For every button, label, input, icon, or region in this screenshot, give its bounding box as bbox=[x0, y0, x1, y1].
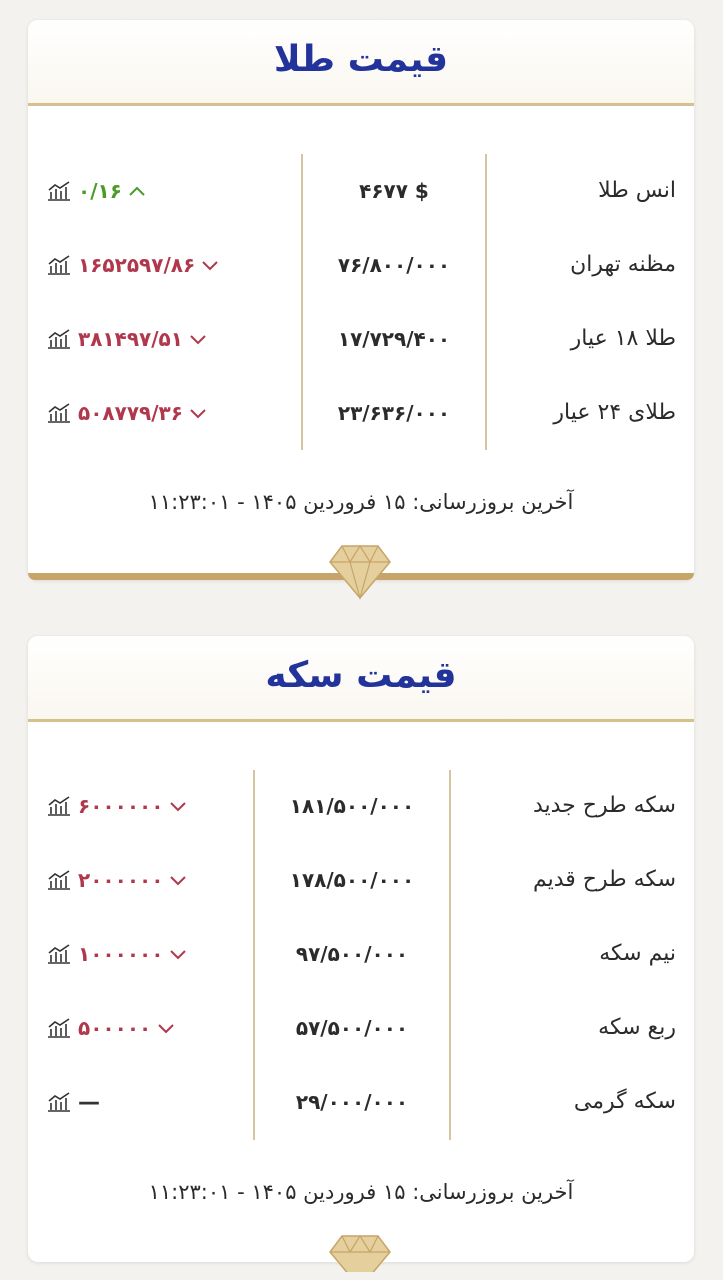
table-row[interactable] bbox=[28, 934, 694, 974]
bar-chart-icon[interactable] bbox=[46, 328, 72, 350]
table-row[interactable] bbox=[28, 860, 694, 900]
item-change bbox=[46, 1008, 175, 1048]
coin-card-header bbox=[28, 636, 694, 722]
last-updated: آخرین بروزرسانی: ۱۵ فروردین ۱۴۰۵ - ۱۱:۲۳:۰۱ bbox=[148, 1180, 574, 1204]
table-row[interactable] bbox=[28, 393, 694, 433]
gold-price-table bbox=[28, 154, 694, 450]
item-name: ربع سکه bbox=[598, 1015, 676, 1040]
diamond-icon bbox=[328, 1232, 392, 1272]
item-change bbox=[46, 171, 146, 211]
gold-price-card bbox=[28, 20, 694, 580]
item-price: ۱۷/۷۲۹/۴۰۰ bbox=[337, 327, 451, 351]
chevron-down-icon bbox=[157, 1022, 175, 1034]
item-change bbox=[46, 319, 207, 359]
item-name: طلای ۲۴ عیار bbox=[553, 400, 676, 425]
item-change bbox=[46, 393, 207, 433]
item-price: ۲۳/۶۳۶/۰۰۰ bbox=[337, 401, 451, 425]
item-price: ۱۷۸/۵۰۰/۰۰۰ bbox=[289, 868, 415, 892]
chevron-down-icon bbox=[189, 407, 207, 419]
chevron-down-icon bbox=[201, 259, 219, 271]
item-change bbox=[46, 860, 187, 900]
item-price: ۹۷/۵۰۰/۰۰۰ bbox=[295, 942, 409, 966]
item-price: ۵۷/۵۰۰/۰۰۰ bbox=[295, 1016, 409, 1040]
item-change bbox=[46, 1082, 100, 1122]
chevron-up-icon bbox=[128, 185, 146, 197]
bar-chart-icon[interactable] bbox=[46, 402, 72, 424]
change-value: ۵۰۰۰۰۰ bbox=[78, 1016, 152, 1040]
item-change bbox=[46, 245, 219, 285]
item-name: مظنه تهران bbox=[570, 252, 676, 277]
item-name: نیم سکه bbox=[599, 941, 676, 966]
bar-chart-icon[interactable] bbox=[46, 1091, 72, 1113]
coin-price-card bbox=[28, 636, 694, 1262]
item-name: سکه طرح جدید bbox=[532, 793, 676, 818]
item-name: انس طلا bbox=[598, 178, 676, 203]
bar-chart-icon[interactable] bbox=[46, 1017, 72, 1039]
chevron-down-icon bbox=[169, 800, 187, 812]
table-row[interactable] bbox=[28, 171, 694, 211]
item-name: سکه گرمی bbox=[573, 1089, 676, 1114]
bar-chart-icon[interactable] bbox=[46, 795, 72, 817]
table-row[interactable] bbox=[28, 1082, 694, 1122]
bar-chart-icon[interactable] bbox=[46, 869, 72, 891]
item-price: ۷۶/۸۰۰/۰۰۰ bbox=[337, 253, 451, 277]
change-value: ۱۶۵۲۵۹۷/۸۶ bbox=[78, 253, 196, 277]
change-value: ۵۰۸۷۷۹/۳۶ bbox=[78, 401, 183, 425]
gold-card-title: قیمت طلا bbox=[273, 39, 449, 80]
change-value: ۱۰۰۰۰۰۰ bbox=[78, 942, 164, 966]
item-name: طلا ۱۸ عیار bbox=[570, 326, 676, 351]
item-price: ۱۸۱/۵۰۰/۰۰۰ bbox=[289, 794, 415, 818]
bar-chart-icon[interactable] bbox=[46, 254, 72, 276]
last-updated: آخرین بروزرسانی: ۱۵ فروردین ۱۴۰۵ - ۱۱:۲۳:۰۱ bbox=[148, 490, 574, 514]
coin-card-title: قیمت سکه bbox=[265, 655, 457, 696]
table-row[interactable] bbox=[28, 245, 694, 285]
item-price: ۲۹/۰۰۰/۰۰۰ bbox=[295, 1090, 409, 1114]
table-row[interactable] bbox=[28, 319, 694, 359]
item-name: سکه طرح قدیم bbox=[532, 867, 676, 892]
coin-price-table bbox=[28, 770, 694, 1140]
chevron-down-icon bbox=[189, 333, 207, 345]
table-row[interactable] bbox=[28, 1008, 694, 1048]
item-price: ۴۶۷۷ $ bbox=[359, 179, 429, 203]
bar-chart-icon[interactable] bbox=[46, 943, 72, 965]
change-value: ۲۰۰۰۰۰۰ bbox=[78, 868, 164, 892]
chevron-down-icon bbox=[169, 874, 187, 886]
change-value: ۶۰۰۰۰۰۰ bbox=[78, 794, 164, 818]
table-row[interactable] bbox=[28, 786, 694, 826]
item-change bbox=[46, 786, 187, 826]
chevron-down-icon bbox=[169, 948, 187, 960]
item-change bbox=[46, 934, 187, 974]
bar-chart-icon[interactable] bbox=[46, 180, 72, 202]
change-value: ۰/۱۶ bbox=[78, 179, 122, 203]
change-value: — bbox=[78, 1089, 100, 1115]
diamond-icon bbox=[328, 542, 392, 600]
change-value: ۳۸۱۴۹۷/۵۱ bbox=[78, 327, 183, 351]
gold-card-header bbox=[28, 20, 694, 106]
